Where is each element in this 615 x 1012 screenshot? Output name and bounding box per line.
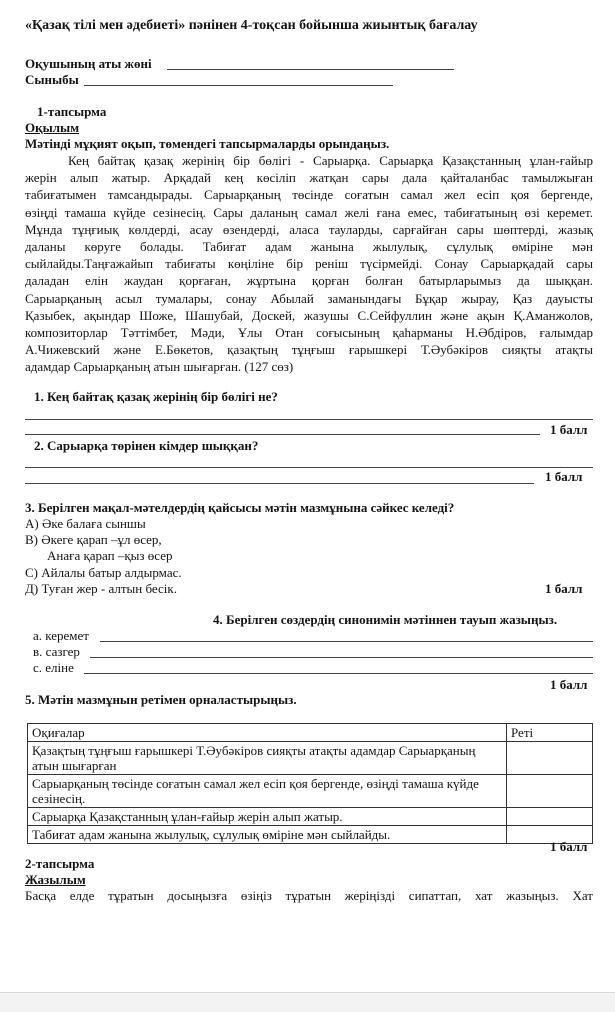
events-header: Оқиғалар xyxy=(28,724,507,742)
text-line: өзіңді тамаша күйде сезінесің. Сары даланың самал желі ғана емес, табиғатының өзі керемет. xyxy=(25,204,593,220)
text-line: А.Чижевский және Е.Бөкетов, қазақтың тұңғыш ғарышкері Т.Әубәкіров сияқты атақты xyxy=(25,342,593,358)
text-line: жерін алып жатыр. Арқадай кең көсіліп жатқан сары дала қайталанбас тамылжыған xyxy=(25,170,593,186)
answer-line-q4-c[interactable] xyxy=(84,673,593,674)
order-input-cell[interactable] xyxy=(507,775,593,808)
class-label: Сыныбы xyxy=(25,72,79,87)
q3-score: 1 балл xyxy=(545,581,583,596)
table-row xyxy=(28,826,593,844)
event-cell: Табиғат адам жанына жылулық, сұлулық өміріне мән сыйлайды. xyxy=(28,826,507,844)
answer-line-q2-a[interactable] xyxy=(25,467,593,468)
reading-text xyxy=(25,152,593,376)
text-line: Мұнда тұңғиық көлдерді, асау өзендерді, аласа тауларды, сарғайған сары шөптерді, жазық xyxy=(25,221,593,237)
table-row xyxy=(28,775,593,808)
text-line: сыйлайды.Таңғажайып табиғаты көңіліне бір реніш түсірмейді. Сонау Сарыарқадай сары xyxy=(25,256,593,272)
student-name-label: Оқушының аты жөні xyxy=(25,56,152,71)
task2-instruction: Басқа елде тұратын досыңызға өзіңіз тұратын жеріңізді сипаттап, хат жазыңыз. Хат xyxy=(25,888,593,903)
text-line: композиторлар Тәттімбет, Мәди, Ұлы Отан соғысының қаһарманы Н.Әбдіров, ғалымдар xyxy=(25,325,593,341)
q2-score: 1 балл xyxy=(545,469,583,484)
question-5: 5. Мәтін мазмұнын ретімен орналастырыңыз. xyxy=(25,692,297,707)
answer-line-q1-a[interactable] xyxy=(25,419,593,420)
text-line: даладан елін жаудан қорғаған, жұртына қорған болған батырларымыз да шыққан. xyxy=(25,273,593,289)
q4-word-c: с. еліне xyxy=(33,660,74,675)
q4-word-a: а. керемет xyxy=(33,628,89,643)
order-input-cell[interactable] xyxy=(507,742,593,775)
task1-heading: 1-тапсырма xyxy=(37,104,107,119)
q3-option-b[interactable]: В) Әкеге қарап –ұл өсер, xyxy=(25,532,162,547)
page-title: «Қазақ тілі мен әдебиеті» пәнінен 4-тоқсан бойынша жиынтық бағалау xyxy=(25,18,478,33)
task1-instruction: Мәтінді мұқият оқып, төмендегі тапсырмаларды орындаңыз. xyxy=(25,136,390,151)
task2-heading: 2-тапсырма xyxy=(25,856,95,871)
text-line: адамдар Сарыарқаның атын шығарған. (127 сөз) xyxy=(25,359,294,375)
order-header: Реті xyxy=(507,724,593,742)
q3-option-a[interactable]: А) Әке балаға сыншы xyxy=(25,516,146,531)
answer-line-q4-b[interactable] xyxy=(90,657,593,658)
text-line: Кең байтақ қазақ жерінің бір бөлігі - Сарыарқа. Сарыарқа Қазақстанның ұлан-ғайыр xyxy=(68,153,593,168)
viewer-bottom-bar xyxy=(0,992,615,1012)
q5-score: 1 балл xyxy=(550,839,588,854)
event-cell: Қазақтың тұңғыш ғарышкері Т.Әубәкіров сияқты атақты адамдар Сарыарқаның атын шығарған xyxy=(28,742,507,775)
text-line: Қазыбек, ақындар Шоже, Шашубай, Доскей, жазушы С.Сейфуллин және ақын Қ.Аманжолов, xyxy=(25,307,593,323)
question-2: 2. Сарыарқа төрінен кімдер шыққан? xyxy=(34,438,259,453)
q3-option-b-cont: Анаға қарап –қыз өсер xyxy=(47,548,173,563)
event-cell: Сарыарқаның төсінде соғатын самал жел есіп қоя бергенде, өзіңді тамаша күйде сезінесің. xyxy=(28,775,507,808)
answer-line-q1-b[interactable] xyxy=(25,434,540,435)
q3-option-c[interactable]: С) Айлалы батыр алдырмас. xyxy=(25,565,182,580)
text-line: Сарыарқаның асыл тумалары, сонау Абылай заманындағы Бұқар жырау, Қаз дауысты xyxy=(25,290,593,306)
text-line: даланы көруге болады. Табиғат адам жанына жылулық, сұлулық өміріне мән xyxy=(25,239,593,255)
task2-section: Жазылым xyxy=(25,872,86,887)
text-line: табиғатымен тамсандырады. Сарыарқаның төсінде соғатын самал жел есіп қоя бергенде, xyxy=(25,187,593,203)
question-4: 4. Берілген сөздердің синонимін мәтіннен тауып жазыңыз. xyxy=(213,612,558,627)
q4-score: 1 балл xyxy=(550,677,588,692)
q3-option-d[interactable]: Д) Туған жер - алтын бесік. xyxy=(25,581,177,596)
question-1: 1. Кең байтақ қазақ жерінің бір бөлігі не? xyxy=(34,389,278,404)
table-row xyxy=(28,742,593,775)
class-line[interactable] xyxy=(84,85,393,86)
answer-line-q2-b[interactable] xyxy=(25,483,534,484)
answer-line-q4-a[interactable] xyxy=(100,641,593,642)
order-input-cell[interactable] xyxy=(507,808,593,826)
table-header-row xyxy=(28,724,593,742)
event-cell: Сарыарқа Қазақстанның ұлан-ғайыр жерін алып жатыр. xyxy=(28,808,507,826)
table-row xyxy=(28,808,593,826)
student-name-line[interactable] xyxy=(167,69,454,70)
task1-section: Оқылым xyxy=(25,120,80,135)
q1-score: 1 балл xyxy=(550,422,588,437)
q4-word-b: в. сазгер xyxy=(33,644,80,659)
question-3: 3. Берілген мақал-мәтелдердің қайсысы мәтін мазмұнына сәйкес келеді? xyxy=(25,500,455,515)
order-table xyxy=(27,723,593,844)
